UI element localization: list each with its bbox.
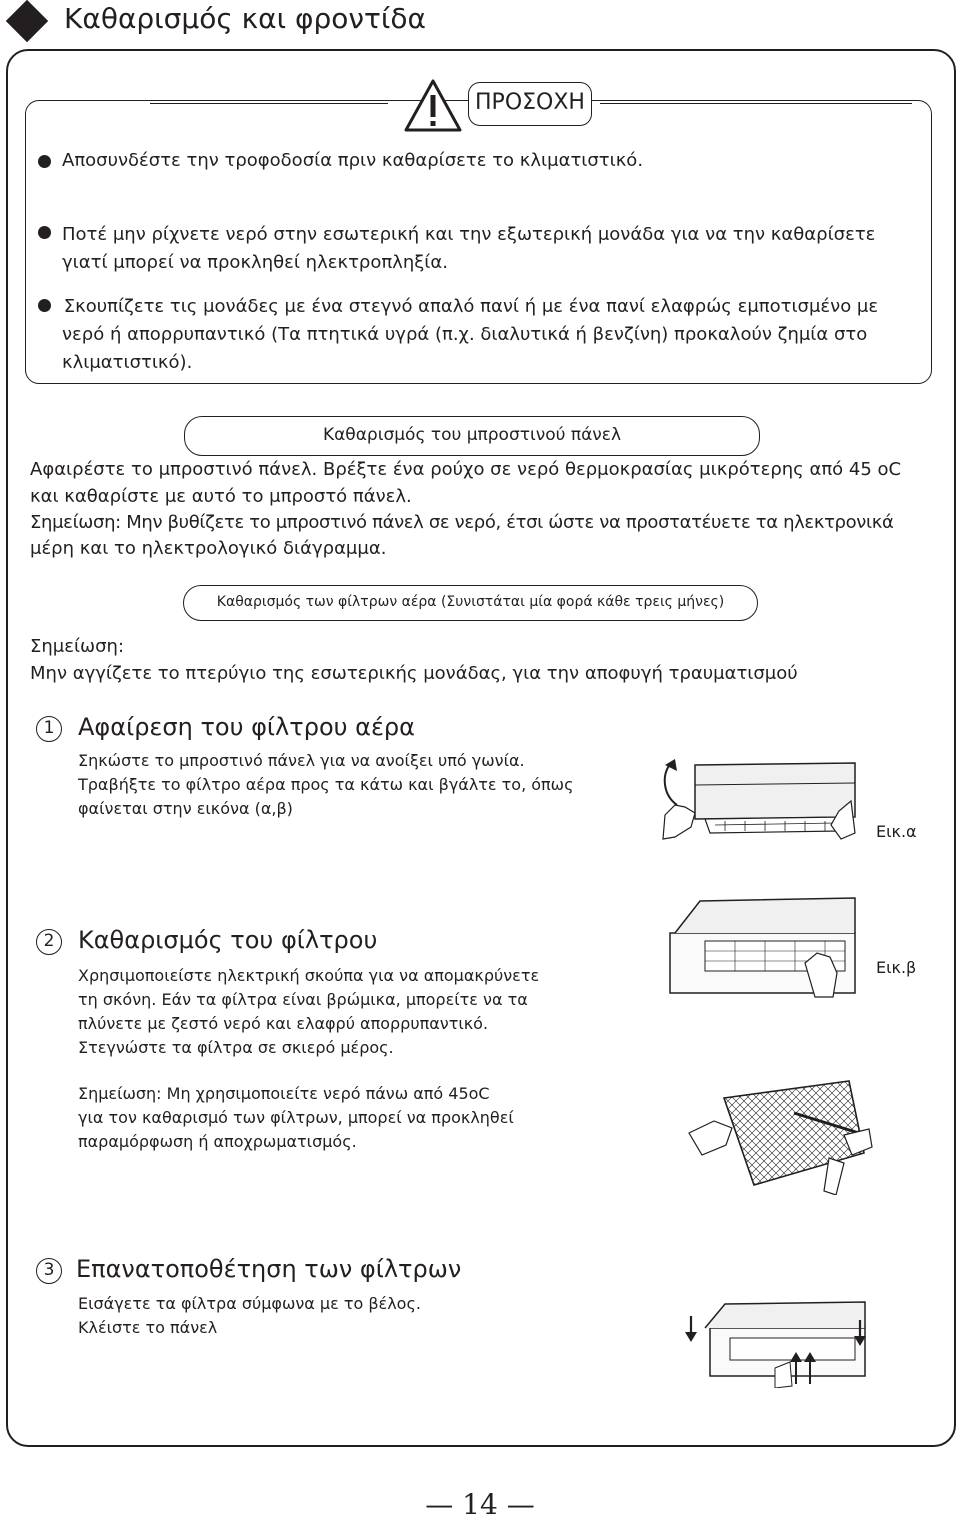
warning-item-3-line-2: νερό ή απορρυπαντικό (Τα πτητικά υγρά (π.χ. διαλυτικά ή βενζίνη) προκαλούν ζημία στο [62,324,868,345]
step-2-title: Καθαρισμός του φίλτρου [78,926,378,954]
filter-cleaning-illustration [684,1073,874,1195]
figure-b-caption: Εικ.β [876,958,917,977]
page-number-value: 14 [462,1488,498,1521]
filters-heading: Καθαρισμός των φίλτρων αέρα (Συνιστάται μία φορά κάθε τρεις μήνες) [183,585,758,621]
warning-triangle-icon [403,78,463,133]
step-3-line-1: Εισάγετε τα φίλτρα σύμφωνα με το βέλος. [78,1294,421,1313]
page-number-dash-right: — [497,1488,535,1521]
figure-a-caption: Εικ.α [876,822,917,841]
step-2-note-line-2: για τον καθαρισμό των φίλτρων, μπορεί να προκληθεί [78,1108,514,1127]
front-panel-line-3: Σημείωση: Μην βυθίζετε το μπροστινό πάνελ σε νερό, έτσι ώστε να προστατέυετε τα ηλεκτρονικά [30,512,894,533]
step-1-title: Αφαίρεση του φίλτρου αέρα [78,713,415,741]
figure-c-illustration [680,1298,870,1388]
step-2-line-2: τη σκόνη. Εάν τα φίλτρα είναι βρώμικα, μπορείτε να τα [78,990,528,1009]
warning-item-1: Αποσυνδέστε την τροφοδοσία πριν καθαρίσετε το κλιματιστικό. [62,150,644,171]
bullet-dot-icon [38,299,51,312]
step-1-number: 1 [36,716,62,742]
page-number [0,1488,960,1521]
front-panel-heading: Καθαρισμός του μπροστινού πάνελ [184,416,760,456]
warning-item-3-line-3: κλιματιστικό). [62,352,193,373]
diamond-icon [6,0,48,42]
warning-item-2-line-1: Ποτέ μην ρίχνετε νερό στην εσωτερική και την εξωτερική μονάδα για να την καθαρίσετε [62,224,876,245]
step-2-note-line-1: Σημείωση: Μη χρησιμοποιείτε νερό πάνω από 45oC [78,1084,490,1103]
step-1-line-3: φαίνεται στην εικόνα (α,β) [78,799,293,818]
page-title: Καθαρισμός και φροντίδα [64,2,426,35]
filters-note-text: Μην αγγίζετε το πτερύγιο της εσωτερικής μονάδας, για την αποφυγή τραυματισμού [30,663,798,684]
warning-item-2-line-2: γιατί μπορεί να προκληθεί ηλεκτροπληξία. [62,252,448,273]
step-3-number: 3 [36,1258,62,1284]
warning-label: ΠΡΟΣΟΧΗ [468,82,592,126]
step-2-line-1: Χρησιμοποιείστε ηλεκτρική σκούπα για να απομακρύνετε [78,966,540,985]
front-panel-line-2: και καθαρίστε με αυτό το μπροστό πάνελ. [30,486,412,507]
step-3-line-2: Κλέιστε το πάνελ [78,1318,218,1337]
front-panel-line-1: Αφαιρέστε το μπροστινό πάνελ. Βρέξτε ένα ρούχο σε νερό θερμοκρασίας μικρότερης από 45 oC [30,459,902,480]
step-3-title: Επανατοποθέτηση των φίλτρων [76,1255,462,1283]
bullet-dot-icon [38,155,51,168]
front-panel-line-4: μέρη και το ηλεκτρολογικό διάγραμμα. [30,538,387,559]
step-2-line-4: Στεγνώστε τα φίλτρα σε σκιερό μέρος. [78,1038,394,1057]
page-number-dash-left: — [425,1488,463,1521]
warning-item-3-line-1: Σκουπίζετε τις μονάδες με ένα στεγνό απαλό πανί ή με ένα πανί ελαφρώς εμποτισμένο με [58,296,879,317]
warning-rule-left [150,103,388,104]
bullet-dot-icon [38,226,51,239]
step-1-line-1: Σηκώστε το μπροστινό πάνελ για να ανοίξει υπό γωνία. [78,751,525,770]
figure-b-illustration [665,893,860,1003]
figure-a-illustration [655,755,860,855]
step-2-number: 2 [36,929,62,955]
step-2-line-3: πλύνετε με ζεστό νερό και ελαφρύ απορρυπαντικό. [78,1014,489,1033]
step-1-line-2: Τραβήξτε το φίλτρο αέρα προς τα κάτω και βγάλτε το, όπως [78,775,574,794]
warning-rule-right [600,103,912,104]
filters-note-label: Σημείωση: [30,636,125,657]
step-2-note-line-3: παραμόρφωση ή αποχρωματισμός. [78,1132,357,1151]
